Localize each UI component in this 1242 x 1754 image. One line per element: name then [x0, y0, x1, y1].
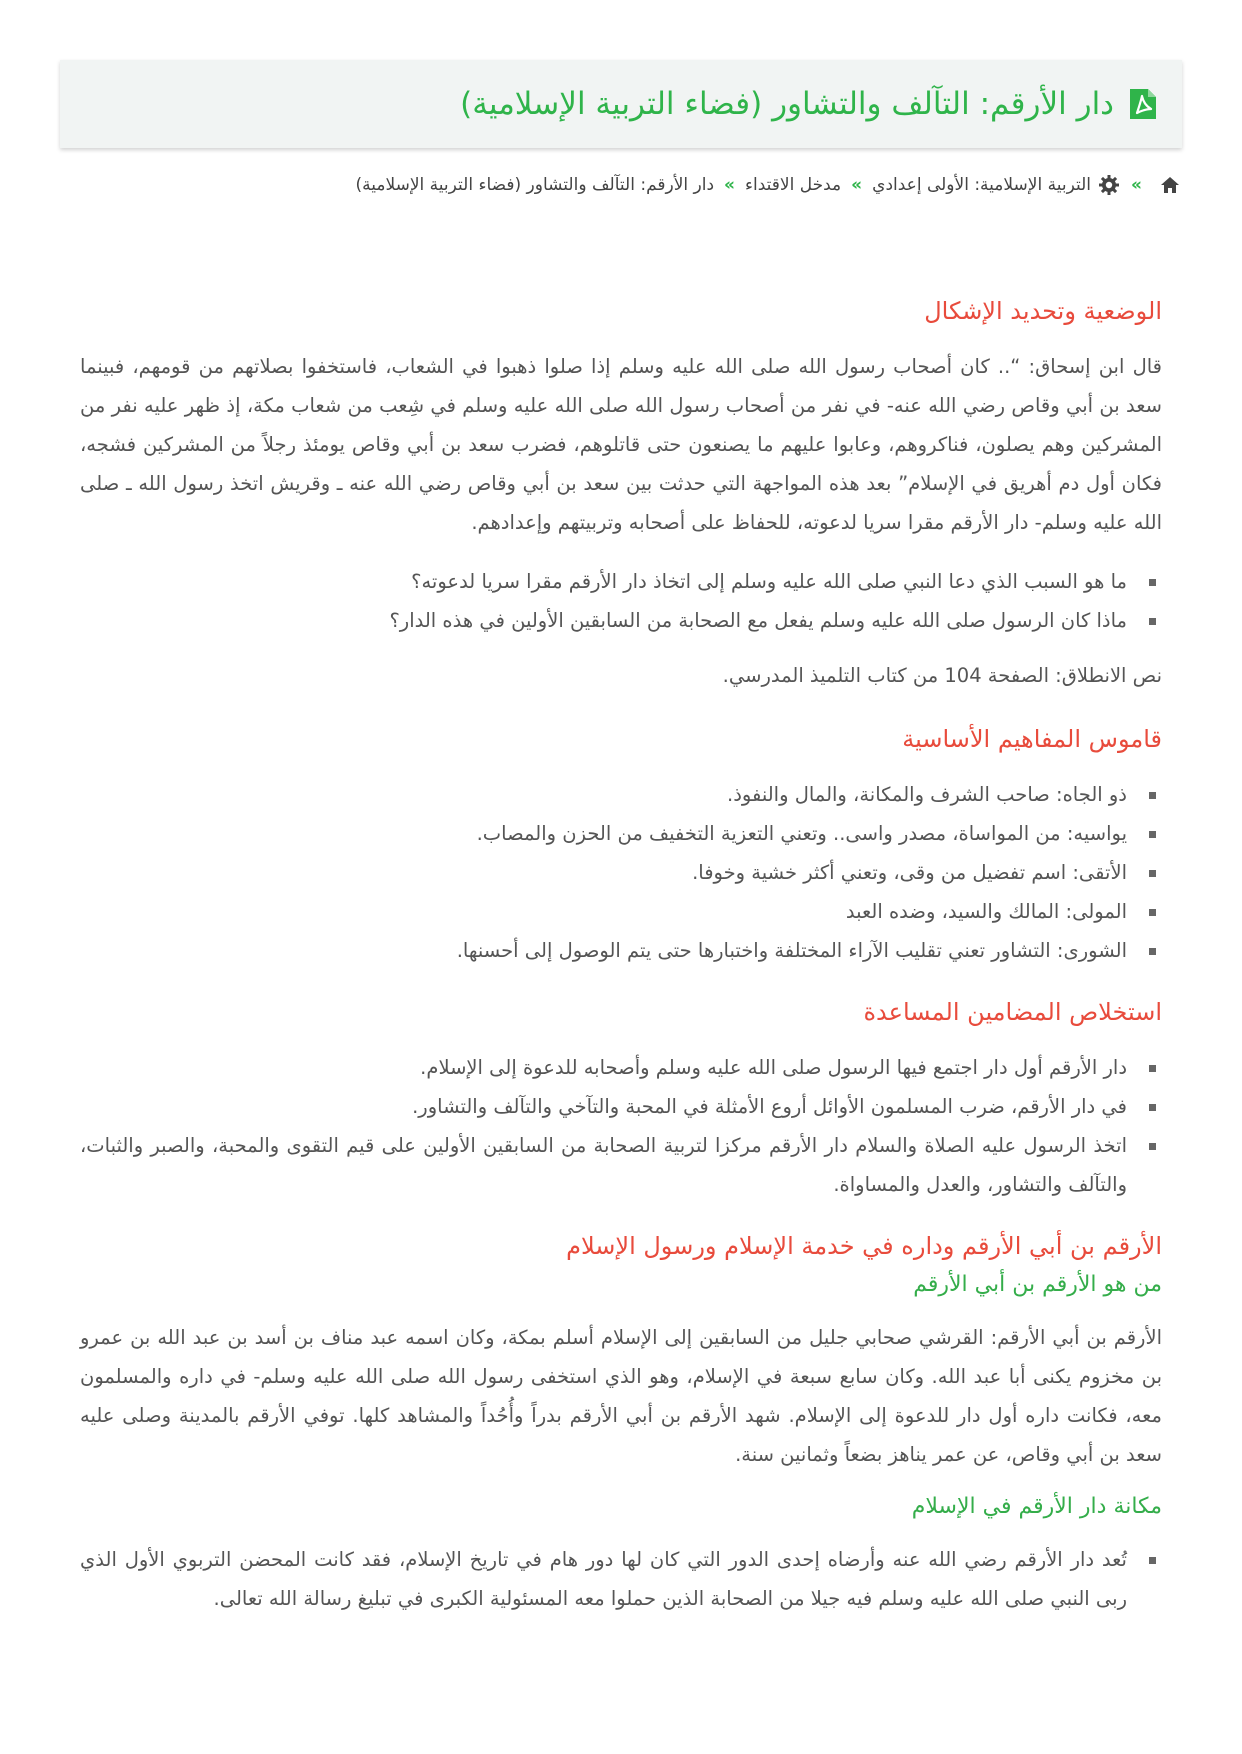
list-item: ما هو السبب الذي دعا النبي صلى الله عليه وسلم إلى اتخاذ دار الأرقم مقرا سريا لدعوته؟	[80, 562, 1162, 601]
breadcrumb-item-subject[interactable]: التربية الإسلامية: الأولى إعدادي	[872, 175, 1092, 195]
gear-icon	[1097, 173, 1121, 197]
page-title-bar	[60, 60, 1182, 148]
breadcrumb-item-current: دار الأرقم: التآلف والتشاور (فضاء التربية الإسلامية)	[355, 175, 715, 195]
list-item: في دار الأرقم، ضرب المسلمون الأوائل أروع الأمثلة في المحبة والتآخي والتآلف والتشاور.	[80, 1087, 1162, 1126]
questions-list	[80, 562, 1162, 640]
breadcrumb-item-unit[interactable]: مدخل الاقتداء	[745, 175, 842, 195]
subheading-who: من هو الأرقم بن أبي الأرقم	[913, 1272, 1162, 1297]
breadcrumb-separator: »	[851, 175, 863, 195]
list-item: ماذا كان الرسول صلى الله عليه وسلم يفعل مع الصحابة من السابقين الأولين في هذه الدار؟	[80, 601, 1162, 640]
home-icon[interactable]	[1158, 173, 1182, 197]
list-item: اتخذ الرسول عليه الصلاة والسلام دار الأرقم مركزا لتربية الصحابة من السابقين الأولين على قيم التقوى والمحبة، والصبر والثبات، والتآلف والتشاور، والعدل والمساواة.	[80, 1126, 1162, 1204]
status-list	[80, 1540, 1162, 1618]
contents-list	[80, 1048, 1162, 1204]
list-item: دار الأرقم أول دار اجتمع فيها الرسول صلى الله عليه وسلم وأصحابه للدعوة إلى الإسلام.	[80, 1048, 1162, 1087]
list-item: الأتقى: اسم تفضيل من وقى، وتعني أكثر خشية وخوفا.	[80, 853, 1162, 892]
list-item: المولى: المالك والسيد، وضده العبد	[80, 892, 1162, 931]
article-content	[80, 295, 1162, 1618]
list-item: تُعد دار الأرقم رضي الله عنه وأرضاه إحدى الدور التي كان لها دور هام في تاريخ الإسلام، فقد كانت المحضن التربوي الأول الذي ربى النبي صلى الله عليه وسلم فيه جيلا من الصحابة الذين حملوا معه المسئولية الكبرى في تبليغ رسالة الله تعالى.	[80, 1540, 1162, 1618]
pdf-icon[interactable]	[1128, 87, 1158, 121]
list-item: الشورى: التشاور تعني تقليب الآراء المختلفة واختبارها حتى يتم الوصول إلى أحسنها.	[80, 931, 1162, 970]
section-heading-contents: استخلاص المضامين المساعدة	[863, 998, 1162, 1026]
breadcrumb-separator: »	[724, 175, 736, 195]
breadcrumb	[60, 170, 1182, 200]
glossary-list	[80, 775, 1162, 970]
source-note: نص الانطلاق: الصفحة 104 من كتاب التلميذ المدرسي.	[722, 664, 1162, 687]
arqam-bio-paragraph: الأرقم بن أبي الأرقم: القرشي صحابي جليل من السابقين إلى الإسلام أسلم بمكة، وكان اسمه عبد مناف بن أسد بن عبد الله بن عمرو بن مخزوم يكنى أبا عبد الله. وكان سابع سبعة في الإسلام، وهو الذي استخفى رسول الله صلى الله عليه وسلم- في داره والمسلمون معه، فكانت داره أول دار للدعوة إلى الإسلام. شهد الأرقم بن أبي الأرقم بدراً وأُحُداً والمشاهد كلها. توفي الأرقم بالمدينة وصلى عليه سعد بن أبي وقاص، عن عمر يناهز بضعاً وثمانين سنة.	[80, 1326, 1162, 1466]
page-title: دار الأرقم: التآلف والتشاور (فضاء التربية الإسلامية)	[460, 86, 1114, 122]
section-heading-glossary: قاموس المفاهيم الأساسية	[902, 725, 1162, 753]
situation-paragraph: قال ابن إسحاق: “.. كان أصحاب رسول الله صلى الله عليه وسلم إذا صلوا ذهبوا في الشعاب، فاستخفوا بصلاتهم من قومهم، فبينما سعد بن أبي وقاص رضي الله عنه- في نفر من أصحاب رسول الله صلى الله عليه وسلم في شِعب من شعاب مكة، إذ ظهر عليه نفر من المشركين وهم يصلون، فناكروهم، وعابوا عليهم ما يصنعون حتى قاتلوهم، فضرب سعد بن أبي وقاص يومئذ رجلاً من المشركين فشجه، فكان أول دم أهريق في الإسلام” بعد هذه المواجهة التي حدثت بين سعد بن أبي وقاص رضي الله عنه ـ وقريش اتخذ رسول الله ـ صلى الله عليه وسلم- دار الأرقم مقرا سريا لدعوته، للحفاظ على أصحابه وتربيتهم وإعدادهم.	[80, 355, 1162, 534]
list-item: يواسيه: من المواساة، مصدر واسى.. وتعني التعزية التخفيف من الحزن والمصاب.	[80, 814, 1162, 853]
breadcrumb-separator: »	[1131, 175, 1142, 195]
section-heading-situation: الوضعية وتحديد الإشكال	[924, 297, 1162, 325]
list-item: ذو الجاه: صاحب الشرف والمكانة، والمال والنفوذ.	[80, 775, 1162, 814]
subheading-status: مكانة دار الأرقم في الإسلام	[911, 1494, 1162, 1519]
section-heading-arqam: الأرقم بن أبي الأرقم وداره في خدمة الإسلام ورسول الإسلام	[566, 1232, 1162, 1260]
